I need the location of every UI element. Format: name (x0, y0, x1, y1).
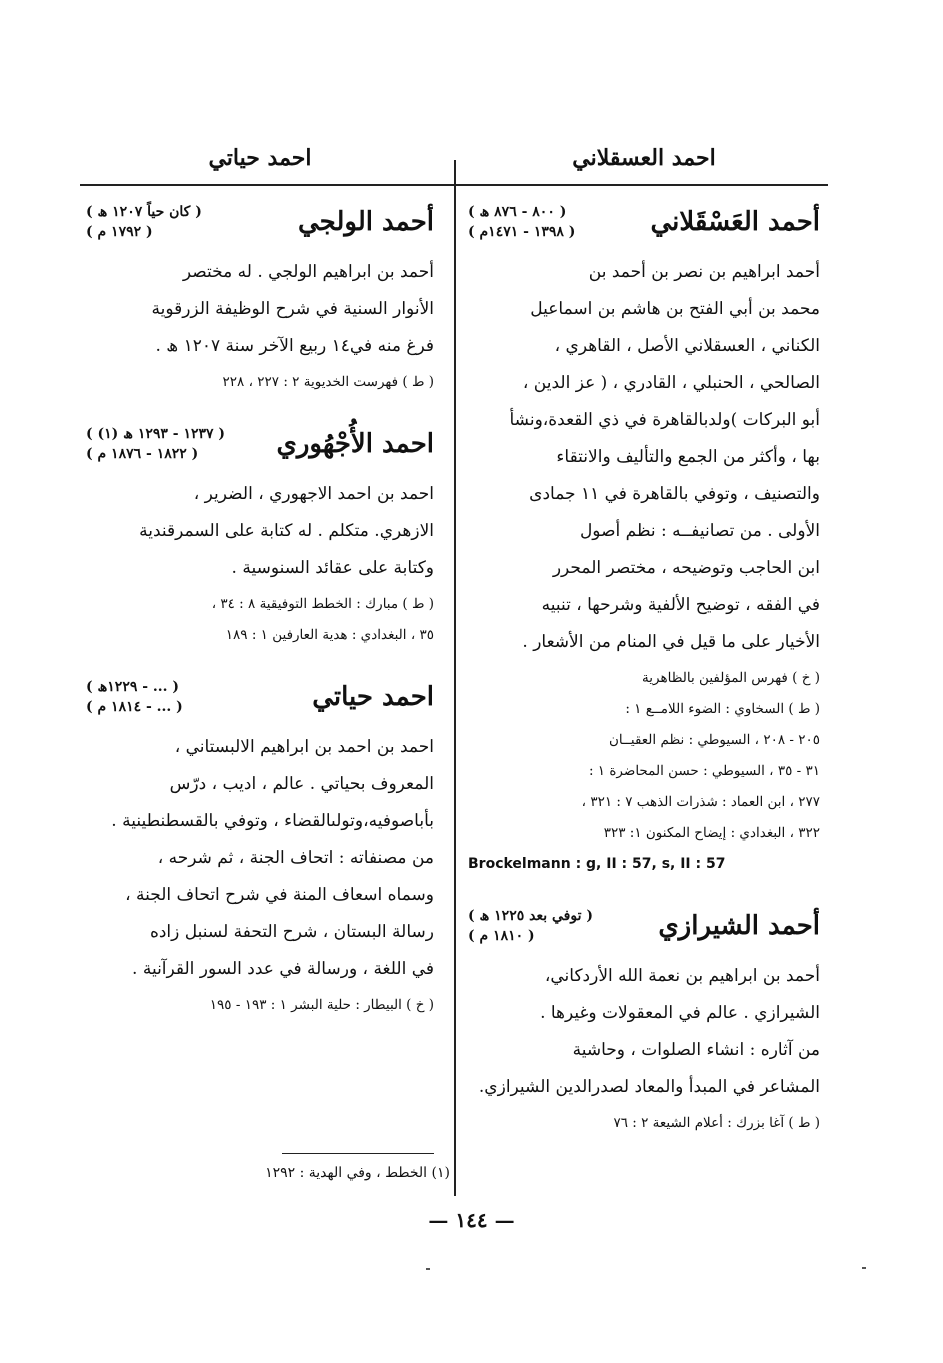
entry-name: أحمد الشيرازي (658, 911, 820, 941)
body-line: أبو البركات )ولدبالقاهرة في ذي القعدة،ونشأ (509, 410, 820, 430)
entry-body (86, 476, 434, 587)
left-column (86, 140, 434, 1021)
entry-references (86, 990, 434, 1021)
entry-dates (468, 202, 575, 242)
column-divider (454, 160, 456, 1196)
body-line: احمد بن احمد الاجهوري ، الضرير ، (193, 484, 434, 504)
left-running-head: احمد حياتي (208, 145, 312, 171)
reference-line: ( ط ) مبارك : الخطط التوفيقية ٨ : ٣٤ ، (211, 596, 434, 612)
body-line: رسالة البستان ، شرح التحفة لسنبل زاده (149, 922, 434, 942)
biography-entry (468, 898, 820, 1139)
entry-body (86, 729, 434, 988)
body-line: أحمد بن ابراهيم بن نعمة الله الأردكاني، (544, 966, 820, 986)
entry-dates (468, 906, 593, 946)
gregorian-dates: ( ١٣٩٨ - ١٤٧١م ) (468, 224, 576, 240)
reference-line: ٢٧٧ ، ابن العماد : شذرات الذهب ٧ : ٣٢١ ، (581, 794, 820, 810)
footnote-rule (282, 1153, 434, 1154)
hijri-dates: ( كان حياً ١٢٠٧ ھ ) (86, 204, 202, 220)
biography-entry (86, 416, 434, 651)
scan-speck (862, 1267, 866, 1269)
entry-heading (468, 194, 820, 250)
body-line: الكناني ، العسقلاني الأصل ، القاهري ، (554, 336, 820, 356)
entry-dates (86, 424, 225, 464)
hijri-dates: ( ... - ١٢٢٩ھ ) (86, 679, 180, 695)
gregorian-dates: ( ١٧٩٢ م ) (86, 224, 153, 240)
body-line: بها ، وأكثر من الجمع والتأليف والانتقاء (556, 447, 820, 467)
right-running-head: احمد العسقلاني (572, 145, 716, 171)
reference-line: ( خ ) البيطار : حلية البشر ١ : ١٩٣ - ١٩٥ (209, 997, 434, 1013)
reference-line: ( خ ) فهرس المؤلفين بالظاهرية (642, 670, 820, 686)
body-line: الأنوار السنية في شرح الوظيفة الزرقوية (151, 299, 434, 319)
body-line: الأخيار على ما قيل في المنام من الأشعار . (522, 632, 820, 652)
body-line: وكتابة على عقائد السنوسية . (231, 558, 434, 578)
entry-dates (86, 677, 183, 717)
entry-heading (86, 194, 434, 250)
gregorian-dates: ( ١٨٢٢ - ١٨٧٦ م ) (86, 446, 199, 462)
gregorian-dates: ( ... - ١٨١٤ م ) (86, 699, 183, 715)
reference-line: ( ط ) آغا بزرك : أعلام الشيعة ٢ : ٧٦ (613, 1115, 820, 1131)
reference-line: ٢٠٥ - ٢٠٨ ، السيوطي : نظم العقيــان (608, 732, 820, 748)
biography-entry (86, 194, 434, 398)
entry-body (468, 254, 820, 661)
body-line: المعروف بحياتي . عالم ، اديب ، درّس (169, 774, 434, 794)
body-line: المشاعر في المبدأ والمعاد لصدرالدين الشيرازي. (478, 1077, 820, 1097)
reference-line: ٣٢٢ ، البغدادي : إيضاح المكنون ١: ٣٢٣ (603, 825, 820, 841)
hijri-dates: ( توفي بعد ١٢٢٥ ھ ) (468, 908, 593, 924)
body-line: فرغ منه في١٤ ربيع الآخر سنة ١٢٠٧ ھ . (155, 336, 434, 356)
footnote: (١) الخطط ، وفي الهدية : ١٢٩٢ (265, 1165, 450, 1181)
body-line: محمد بن أبي الفتح بن هاشم بن اسماعيل (530, 299, 820, 319)
entry-references (468, 663, 820, 880)
reference-line: ٣١ - ٣٥ ، السيوطي : حسن المحاضرة ١ : (588, 763, 820, 779)
body-line: وسماه اسعاف المنة في شرح اتحاف الجنة ، (125, 885, 434, 905)
body-line: احمد بن احمد بن ابراهيم الالبستاني ، (174, 737, 434, 757)
entry-references (468, 1108, 820, 1139)
entry-heading (86, 416, 434, 472)
reference-line: ( ط ) السخاوي : الضوء اللامــع ١ : (625, 701, 820, 717)
reference-line: ٣٥ ، البغدادي : هدية العارفين ١ : ١٨٩ (225, 627, 434, 643)
body-line: في الفقه ، توضيح الألفية وشرحها ، تنبيه (541, 595, 820, 615)
body-line: من آثاره : انشاء الصلوات ، وحاشية (572, 1040, 820, 1060)
biography-entry (468, 194, 820, 880)
entry-references (86, 589, 434, 651)
entry-body (86, 254, 434, 365)
right-column (468, 140, 820, 1139)
latin-reference: Brockelmann : g, II : 57, s, II : 57 (468, 856, 726, 872)
entry-references (86, 367, 434, 398)
entry-dates (86, 202, 202, 242)
scan-speck (426, 1268, 430, 1270)
body-line: الصالحي ، الحنبلي ، القادري ، ( عز الدين ، (522, 373, 820, 393)
body-line: في اللغة ، ورسالة في عدد السور القرآنية . (132, 959, 434, 979)
entry-name: أحمد العَسْقَلاني (650, 207, 820, 237)
body-line: الشيرازي . عالم في المعقولات وغيرها . (540, 1003, 820, 1023)
entry-name: احمد الأُجْهُوري (276, 429, 434, 459)
hijri-dates: ( ٨٠٠ - ٨٧٦ ھ ) (468, 204, 567, 220)
entry-body (468, 958, 820, 1106)
entry-heading (468, 898, 820, 954)
hijri-dates: ( ١٢٣٧ - ١٢٩٣ ھ (١) ) (86, 426, 226, 442)
body-line: من مصنفاته : اتحاف الجنة ، ثم شرحه ، (157, 848, 434, 868)
biography-entry (86, 669, 434, 1021)
gregorian-dates: ( ١٨١٠ م ) (468, 928, 535, 944)
body-line: أحمد بن ابراهيم الولجي . له مختصر (182, 262, 434, 282)
entry-name: احمد حياتي (312, 682, 434, 712)
body-line: الأولى . من تصانيفــه : نظم أصول (579, 521, 820, 541)
body-line: أحمد ابراهيم بن نصر بن أحمد بن (588, 262, 820, 282)
body-line: الازهري. متكلم . له كتابة على السمرقندية (139, 521, 434, 541)
reference-line: ( ط ) فهرست الخديوية ٢ : ٢٢٧ ، ٢٢٨ (222, 374, 434, 390)
page-number: — ١٤٤ — (428, 1208, 515, 1232)
body-line: بأباصوفيه،وتولىالقضاء ، وتوفي بالقسطنطينية . (111, 811, 434, 831)
entry-name: أحمد الولجي (298, 207, 434, 237)
body-line: والتصنيف ، وتوفي بالقاهرة في ١١ جمادى (529, 484, 820, 504)
entry-heading (86, 669, 434, 725)
body-line: ابن الحاجب وتوضيحه ، مختصر المحرر (552, 558, 820, 578)
